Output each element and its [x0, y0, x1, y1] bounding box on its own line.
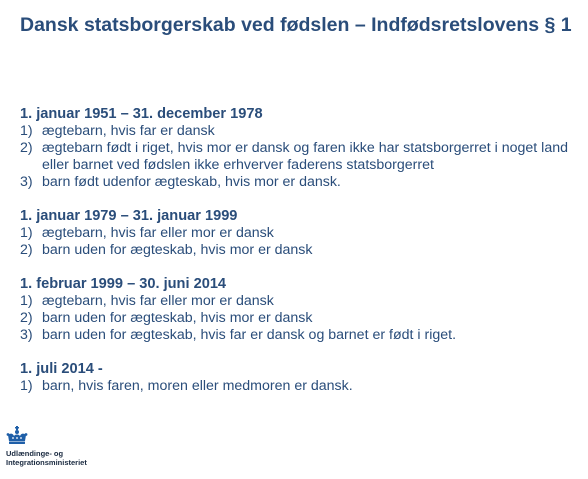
rule-item — [20, 293, 586, 310]
rule-item — [20, 327, 586, 344]
slide-title: Dansk statsborgerskab ved fødslen – Indfødsretslovens § 1 — [20, 14, 572, 36]
rule-number: 1) — [20, 378, 33, 394]
rule-text: barn uden for ægteskab, hvis mor er dansk — [42, 242, 313, 258]
crown-icon — [6, 426, 28, 446]
period-heading: 1. februar 1999 – 30. juni 2014 — [20, 276, 227, 292]
rule-text: barn, hvis faren, moren eller medmoren er dansk. — [42, 378, 353, 394]
rule-number: 3) — [20, 327, 33, 343]
rule-text: barn uden for ægteskab, hvis far er dansk og barnet er født i riget. — [42, 327, 457, 343]
period-heading: 1. januar 1951 – 31. december 1978 — [20, 106, 263, 122]
period-1999-2014 — [20, 276, 586, 344]
rule-text: ægtebarn født i riget, hvis mor er dansk og faren ikke har statsborgerret i noget land eller barnet ved fødslen ikke erhverver faderens statsborgerret — [42, 140, 568, 173]
logo-text — [6, 449, 206, 467]
rule-number: 1) — [20, 123, 33, 139]
rules-content — [20, 106, 586, 412]
rule-number: 3) — [20, 174, 33, 190]
rule-item — [20, 242, 586, 259]
rule-number: 1) — [20, 293, 33, 309]
logo-line-2: Integrationsministeriet — [6, 458, 87, 467]
rule-number: 2) — [20, 242, 33, 258]
rule-item — [20, 140, 586, 174]
rule-text: barn født udenfor ægteskab, hvis mor er dansk. — [42, 174, 341, 190]
ministry-logo — [6, 426, 206, 467]
rule-number: 2) — [20, 140, 33, 156]
rule-text: ægtebarn, hvis far eller mor er dansk — [42, 225, 274, 241]
rule-item — [20, 225, 586, 242]
rule-text: barn uden for ægteskab, hvis mor er dansk — [42, 310, 313, 326]
rule-number: 1) — [20, 225, 33, 241]
rule-item — [20, 378, 586, 395]
rule-number: 2) — [20, 310, 33, 326]
period-1951-1978 — [20, 106, 586, 191]
period-heading: 1. juli 2014 - — [20, 361, 103, 377]
rule-text: ægtebarn, hvis far er dansk — [42, 123, 215, 139]
logo-line-1: Udlændinge- og — [6, 449, 64, 458]
period-2014-present — [20, 361, 586, 395]
rule-item — [20, 310, 586, 327]
rule-text: ægtebarn, hvis far eller mor er dansk — [42, 293, 274, 309]
period-1979-1999 — [20, 208, 586, 259]
rule-item — [20, 123, 586, 140]
period-heading: 1. januar 1979 – 31. januar 1999 — [20, 208, 238, 224]
rule-item — [20, 174, 586, 191]
